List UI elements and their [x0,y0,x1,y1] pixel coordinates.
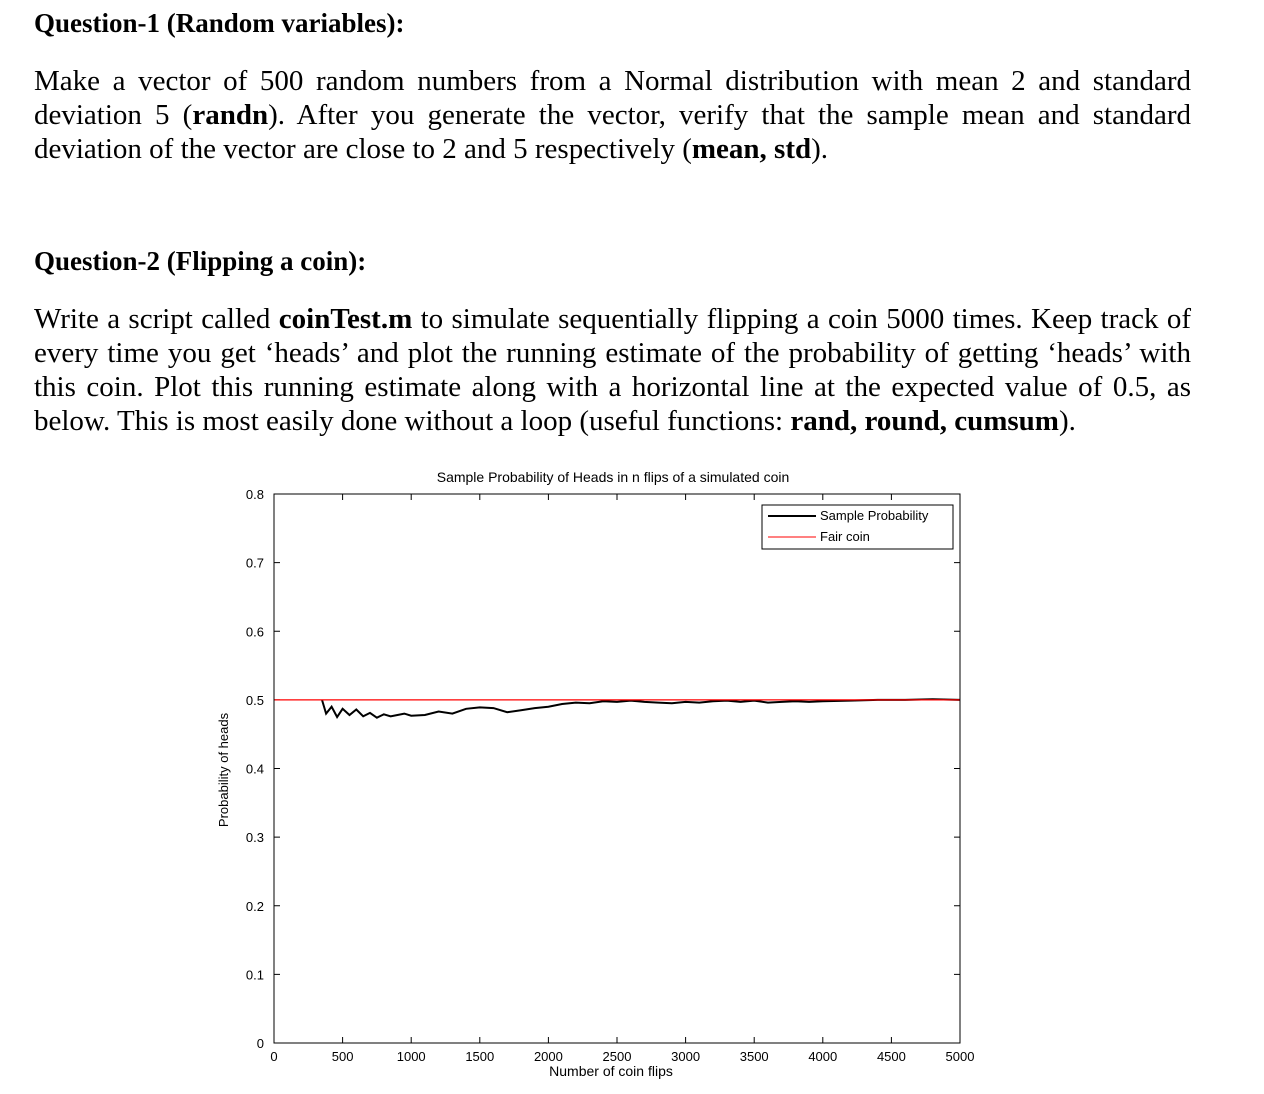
legend-label-sample: Sample Probability [820,508,929,523]
x-axis-label: Number of coin flips [549,1063,673,1079]
y-axis-label: Probability of heads [216,712,231,828]
y-tick-label: 0.3 [245,830,264,846]
question-1-text: Make a vector of 500 random numbers from a Normal distribution with mean 2 and standard deviation 5 (randn). After you generate the vector, verify that the sample mean and standard deviation of the vector are close to 2 and 5 respectively (mean, std). [34,65,1191,165]
question-2-text: Write a script called coinTest.m to simulate sequentially flipping a coin 5000 times. Keep track of every time you get ‘heads’ and plot the running estimate of the probability of getting ‘heads’ with this coin. Plot this running estimate along with a horizontal line at the expected value of 0.5, as below. This is most easily done without a loop (useful functions: rand, round, cumsum). [34,303,1192,437]
question-2-heading: Question-2 (Flipping a coin): [34,246,367,276]
y-tick-label: 0.5 [245,692,264,708]
legend [762,505,953,549]
x-tick-label: 0 [270,1049,278,1064]
x-tick-label: 4000 [808,1049,838,1064]
x-tick-label: 1500 [465,1049,495,1064]
x-tick-label: 1000 [396,1049,426,1064]
legend-label-fair: Fair coin [820,529,870,544]
x-tick-label: 5000 [945,1049,975,1064]
x-tick-label: 3500 [739,1049,769,1064]
plot-frame [274,494,960,1043]
sample-probability-line [322,699,960,718]
plot-lines [274,699,960,718]
coin-flip-figure [200,460,1000,1092]
question-1-heading: Question-1 (Random variables): [34,8,405,38]
y-tick-label: 0.1 [245,967,264,983]
y-tick-label: 0.4 [245,761,264,777]
x-tick-label: 3000 [671,1049,701,1064]
x-tick-label: 4500 [876,1049,906,1064]
y-tick-label: 0.6 [245,624,264,640]
y-tick-label: 0.8 [245,487,264,502]
x-tick-label: 500 [331,1049,354,1064]
chart-title: Sample Probability of Heads in n flips of a simulated coin [436,469,790,485]
axis-ticks [246,487,975,1064]
x-tick-label: 2500 [602,1049,632,1064]
y-tick-label: 0 [256,1036,264,1051]
x-tick-label: 2000 [533,1049,563,1064]
y-tick-label: 0.2 [245,898,264,914]
y-tick-label: 0.7 [245,555,264,571]
